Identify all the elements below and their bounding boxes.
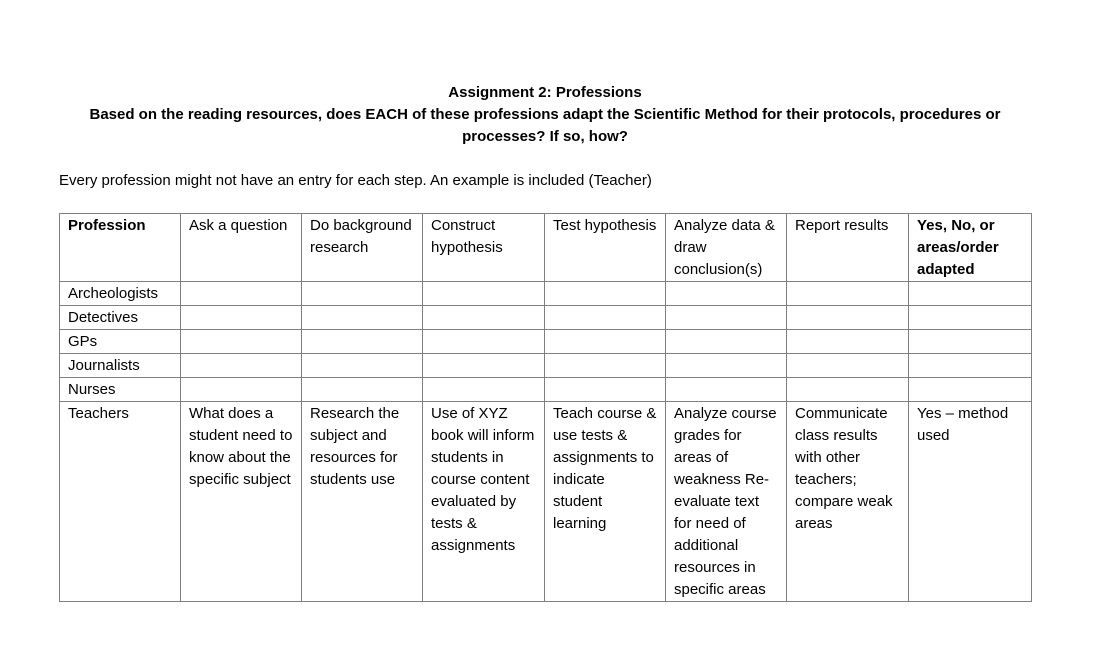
table-row-archeologists [60,282,1032,306]
table-cell [302,330,423,354]
header-report-results: Report results [787,214,909,282]
table-cell [787,354,909,378]
header-adapted: Yes, No, or areas/order adapted [909,214,1032,282]
header-profession: Profession [60,214,181,282]
table-cell [545,306,666,330]
assignment-question: Based on the reading resources, does EACH of these professions adapt the Scientific Method for their protocols, procedures or processes? If so, how? [89,106,1001,145]
table-cell [181,378,302,402]
table-cell [423,306,545,330]
table-cell [181,282,302,306]
table-cell [787,282,909,306]
header-construct-hypothesis: Construct hypothesis [423,214,545,282]
table-cell [181,330,302,354]
table-cell [423,378,545,402]
table-cell [787,306,909,330]
table-cell [909,306,1032,330]
table-cell [423,354,545,378]
table-cell: Analyze course grades for areas of weakness Re-evaluate text for need of additional resources in specific areas [666,402,787,602]
table-cell [909,330,1032,354]
table-cell: Yes – method used [909,402,1032,602]
table-cell: Use of XYZ book will inform students in course content evaluated by tests & assignments [423,402,545,602]
profession-cell: Journalists [60,354,181,378]
profession-cell: Nurses [60,378,181,402]
table-cell [666,306,787,330]
table-row-nurses [60,378,1032,402]
table-cell [909,378,1032,402]
table-cell: What does a student need to know about the specific subject [181,402,302,602]
table-header-row [60,214,1032,282]
table-cell [666,354,787,378]
table-row-teachers [60,402,1032,602]
table-cell [181,354,302,378]
profession-cell: GPs [60,330,181,354]
table-cell [302,378,423,402]
table-cell [545,378,666,402]
table-cell [423,330,545,354]
instructions-text: Every profession might not have an entry for each step. An example is included (Teacher) [59,172,652,189]
table-cell [787,378,909,402]
professions-table [59,213,1032,602]
table-cell [302,354,423,378]
header-analyze-data: Analyze data & draw conclusion(s) [666,214,787,282]
profession-cell: Detectives [60,306,181,330]
assignment-title: Assignment 2: Professions [448,84,642,101]
profession-cell: Archeologists [60,282,181,306]
header-test-hypothesis: Test hypothesis [545,214,666,282]
table-cell [666,378,787,402]
table-cell [423,282,545,306]
profession-cell: Teachers [60,402,181,602]
table-cell [787,330,909,354]
table-cell [181,306,302,330]
header-ask-question: Ask a question [181,214,302,282]
table-cell [666,282,787,306]
table-cell [545,330,666,354]
header-background-research: Do background research [302,214,423,282]
table-cell [545,354,666,378]
table-cell [302,306,423,330]
table-cell [909,354,1032,378]
table-cell [909,282,1032,306]
table-cell: Teach course & use tests & assignments to indicate student learning [545,402,666,602]
table-cell [666,330,787,354]
table-cell [545,282,666,306]
table-row-journalists [60,354,1032,378]
table-cell [302,282,423,306]
table-cell: Communicate class results with other teachers; compare weak areas [787,402,909,602]
table-row-gps [60,330,1032,354]
table-cell: Research the subject and resources for students use [302,402,423,602]
table-row-detectives [60,306,1032,330]
